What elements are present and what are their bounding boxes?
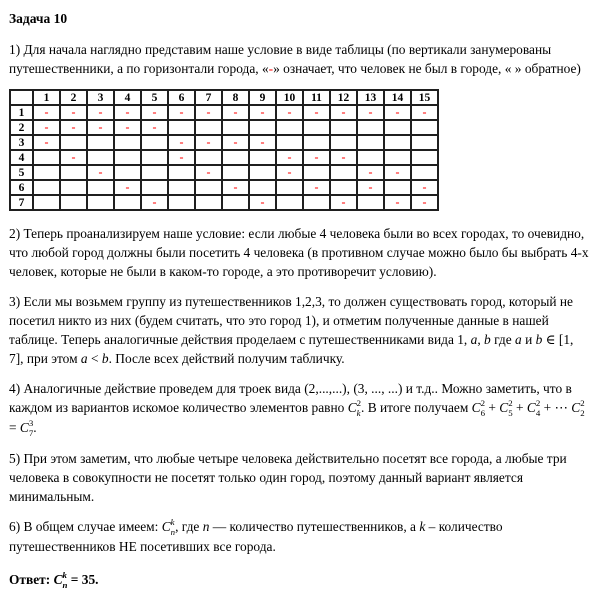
absence-dash: - [314, 180, 319, 194]
absence-dash: - [341, 150, 346, 164]
header-row [10, 90, 438, 105]
math-term [571, 398, 585, 418]
cell-7-15 [411, 195, 438, 210]
math-superscript: 2 [535, 398, 541, 409]
cell-5-7 [195, 165, 222, 180]
answer-value [53, 570, 99, 590]
row-header-4: 4 [10, 150, 33, 165]
cell-5-12 [330, 165, 357, 180]
cell-6-6 [168, 180, 195, 195]
table-row-3 [10, 135, 438, 150]
math-base: C [19, 419, 29, 435]
text-run: — количество путешественников, а [209, 518, 420, 534]
cell-1-7 [195, 105, 222, 120]
math-subscript: 4 [535, 407, 541, 418]
cell-2-8 [222, 120, 249, 135]
math-superscript: 2 [480, 398, 486, 409]
absence-dash: - [233, 105, 238, 119]
text-run: + ⋯ [540, 400, 572, 415]
cell-6-14 [384, 180, 411, 195]
cell-7-2 [60, 195, 87, 210]
answer-line [9, 570, 591, 590]
col-header-10: 10 [276, 90, 303, 105]
col-header-14: 14 [384, 90, 411, 105]
cell-4-6 [168, 150, 195, 165]
col-header-1: 1 [33, 90, 60, 105]
absence-dash: - [206, 165, 211, 179]
absence-dash: - [179, 135, 184, 149]
cell-5-14 [384, 165, 411, 180]
cell-7-8 [222, 195, 249, 210]
cell-2-3 [87, 120, 114, 135]
cell-2-12 [330, 120, 357, 135]
absence-dash: - [287, 105, 292, 119]
text-run: 3) Если мы возьмем группу из путешественников 1,2,3, то должен существовать город, который не посетил никто из них (будем считать, что это город 1), и отметим полученные данные в нашей таблице. Теперь аналогичные действия проделаем с путешественниками вида 1, [9, 294, 573, 347]
cell-4-1 [33, 150, 60, 165]
absence-dash: - [422, 180, 427, 194]
absence-dash: - [44, 105, 49, 119]
cell-1-2 [60, 105, 87, 120]
col-header-3: 3 [87, 90, 114, 105]
absence-dash: - [314, 150, 319, 164]
cell-1-9 [249, 105, 276, 120]
table-corner-cell [10, 90, 33, 105]
cell-5-5 [141, 165, 168, 180]
absence-dash: - [260, 135, 265, 149]
cell-4-10 [276, 150, 303, 165]
cell-1-5 [141, 105, 168, 120]
cell-2-14 [384, 120, 411, 135]
math-base: C [161, 518, 171, 534]
cell-5-4 [114, 165, 141, 180]
absence-dash: - [71, 105, 76, 119]
table-body [10, 105, 438, 210]
cell-7-7 [195, 195, 222, 210]
cell-1-12 [330, 105, 357, 120]
col-header-5: 5 [141, 90, 168, 105]
absence-dash: - [98, 105, 103, 119]
cell-3-13 [357, 135, 384, 150]
table-row-5 [10, 165, 438, 180]
absence-dash: - [233, 135, 238, 149]
absence-dash: - [125, 180, 130, 194]
cell-5-8 [222, 165, 249, 180]
cell-3-2 [60, 135, 87, 150]
math-superscript: k [170, 517, 175, 528]
table-header [10, 90, 438, 105]
math-base: C [526, 400, 536, 415]
col-header-4: 4 [114, 90, 141, 105]
cell-5-10 [276, 165, 303, 180]
math-base: C [571, 400, 581, 415]
cell-3-3 [87, 135, 114, 150]
math-variable: n [202, 518, 210, 534]
cell-1-6 [168, 105, 195, 120]
math-variable: a [515, 332, 522, 347]
paragraph-5 [9, 449, 591, 506]
table-row-7 [10, 195, 438, 210]
math-variable: b [101, 351, 109, 366]
absence-dash: - [152, 120, 157, 134]
cell-2-2 [60, 120, 87, 135]
cell-3-5 [141, 135, 168, 150]
text-run: < [87, 351, 102, 366]
cell-5-6 [168, 165, 195, 180]
math-superscript: k [62, 570, 67, 581]
cell-2-15 [411, 120, 438, 135]
math-variable: b [484, 332, 491, 347]
cell-4-4 [114, 150, 141, 165]
text-run: и [521, 332, 536, 347]
row-header-2: 2 [10, 120, 33, 135]
cell-2-6 [168, 120, 195, 135]
absence-dash: - [98, 120, 103, 134]
absence-dash: - [422, 195, 427, 209]
col-header-7: 7 [195, 90, 222, 105]
absence-dash: - [233, 180, 238, 194]
cell-4-15 [411, 150, 438, 165]
cell-4-8 [222, 150, 249, 165]
red-dash-symbol: - [268, 61, 274, 76]
cell-6-10 [276, 180, 303, 195]
col-header-8: 8 [222, 90, 249, 105]
cell-5-11 [303, 165, 330, 180]
cell-6-4 [114, 180, 141, 195]
math-base: C [53, 571, 63, 587]
math-term [19, 418, 34, 438]
cell-7-3 [87, 195, 114, 210]
cell-6-8 [222, 180, 249, 195]
math-superscript: 2 [580, 398, 585, 409]
cell-5-15 [411, 165, 438, 180]
paragraph-4 [9, 379, 591, 438]
math-subscript: 5 [508, 407, 513, 418]
absence-dash: - [71, 120, 76, 134]
cell-1-14 [384, 105, 411, 120]
cell-4-9 [249, 150, 276, 165]
text-run: 5) При этом заметим, что любые четыре человека действительно посетят все города, а любые три человека в совокупности не посетят только один город, поэтому данный вариант является минимальным. [9, 450, 567, 504]
cell-4-5 [141, 150, 168, 165]
row-header-1: 1 [10, 105, 33, 120]
text-run: » означает, что человек не был в городе, « » обратное) [273, 61, 581, 76]
table-row-4 [10, 150, 438, 165]
cell-2-11 [303, 120, 330, 135]
absence-dash: - [395, 195, 400, 209]
cell-6-11 [303, 180, 330, 195]
math-subscript: 2 [580, 407, 585, 418]
math-subscript: 7 [28, 427, 34, 438]
cell-2-1 [33, 120, 60, 135]
cell-7-1 [33, 195, 60, 210]
cell-3-14 [384, 135, 411, 150]
cell-6-7 [195, 180, 222, 195]
page-title: Задача 10 [9, 11, 68, 26]
cell-7-10 [276, 195, 303, 210]
cell-7-11 [303, 195, 330, 210]
cell-4-3 [87, 150, 114, 165]
cell-5-1 [33, 165, 60, 180]
text-run: + [512, 400, 527, 415]
absence-dash: - [422, 105, 427, 119]
cell-3-6 [168, 135, 195, 150]
cell-2-4 [114, 120, 141, 135]
col-header-12: 12 [330, 90, 357, 105]
cell-6-15 [411, 180, 438, 195]
absence-dash: - [368, 180, 373, 194]
math-subscript: n [62, 579, 68, 590]
absence-dash: - [287, 150, 292, 164]
cell-5-2 [60, 165, 87, 180]
absence-dash: - [287, 165, 292, 179]
text-run: . [33, 419, 37, 435]
cell-6-9 [249, 180, 276, 195]
absence-dash: - [125, 105, 130, 119]
cell-7-14 [384, 195, 411, 210]
text-run: + [485, 400, 500, 415]
cell-7-5 [141, 195, 168, 210]
cell-3-7 [195, 135, 222, 150]
text-run: ∈ [1, 7], при этом [9, 332, 574, 366]
row-header-5: 5 [10, 165, 33, 180]
cell-1-13 [357, 105, 384, 120]
absence-dash: - [341, 105, 346, 119]
math-subscript: n [170, 526, 176, 537]
cell-7-6 [168, 195, 195, 210]
math-superscript: 2 [508, 398, 513, 409]
text-run: 2) Теперь проанализируем наше условие: если любые 4 человека были во всех городах, то очевидно, что любой город должны были посетить 4 человека (в противном случае можно было бы выбрать 4-х человек, которые не были в каком-то городе, а это противоречит условию). [9, 226, 589, 279]
cell-4-14 [384, 150, 411, 165]
travelers-cities-table [9, 89, 439, 211]
cell-4-11 [303, 150, 330, 165]
absence-dash: - [179, 105, 184, 119]
math-variable: a [80, 351, 88, 366]
paragraph-2 [9, 224, 591, 281]
col-header-13: 13 [357, 90, 384, 105]
math-variable: k [419, 518, 426, 534]
paragraph-3 [9, 292, 591, 368]
math-term [471, 398, 486, 418]
col-header-11: 11 [303, 90, 330, 105]
paragraph-1 [9, 40, 591, 78]
cell-7-12 [330, 195, 357, 210]
absence-dash: - [260, 195, 265, 209]
absence-dash: - [314, 105, 319, 119]
cell-4-13 [357, 150, 384, 165]
cell-1-4 [114, 105, 141, 120]
math-term [53, 570, 68, 590]
cell-3-10 [276, 135, 303, 150]
cell-6-13 [357, 180, 384, 195]
math-subscript: k [356, 407, 361, 418]
col-header-6: 6 [168, 90, 195, 105]
absence-dash: - [44, 120, 49, 134]
answer-label: Ответ: [9, 571, 54, 587]
cell-1-11 [303, 105, 330, 120]
math-term [526, 398, 541, 418]
math-term [347, 398, 362, 418]
cell-2-9 [249, 120, 276, 135]
math-subscript: 6 [480, 407, 486, 418]
text-run: 4) Аналогичные действие проведем для троек вида (2,...,...), (3, ..., ...) и т.д.. Можно заметить, что в каждом из вариантов искомое количество элементов равно [9, 381, 572, 415]
col-header-9: 9 [249, 90, 276, 105]
text-run: = 35. [67, 571, 99, 587]
text-run: 1) Для начала наглядно представим наше условие в виде таблицы (по вертикали занумерованы путешественники, а по горизонтали города, « [9, 42, 552, 76]
math-superscript: 2 [356, 398, 362, 409]
cell-4-7 [195, 150, 222, 165]
cell-6-12 [330, 180, 357, 195]
absence-dash: - [395, 165, 400, 179]
table-row-6 [10, 180, 438, 195]
text-run: где [490, 332, 516, 347]
cell-4-2 [60, 150, 87, 165]
text-run: . После всех действий получим табличку. [108, 351, 345, 366]
cell-1-1 [33, 105, 60, 120]
math-base: C [471, 400, 481, 415]
cell-3-12 [330, 135, 357, 150]
cell-3-8 [222, 135, 249, 150]
text-run: , где [175, 518, 203, 534]
col-header-15: 15 [411, 90, 438, 105]
col-header-2: 2 [60, 90, 87, 105]
table-row-2 [10, 120, 438, 135]
absence-dash: - [98, 165, 103, 179]
cell-3-9 [249, 135, 276, 150]
paragraph-6 [9, 517, 591, 556]
absence-dash: - [152, 105, 157, 119]
cell-2-5 [141, 120, 168, 135]
row-header-7: 7 [10, 195, 33, 210]
absence-dash: - [179, 150, 184, 164]
row-header-3: 3 [10, 135, 33, 150]
cell-6-3 [87, 180, 114, 195]
absence-dash: - [368, 105, 373, 119]
cell-2-7 [195, 120, 222, 135]
math-supsub [580, 399, 584, 418]
text-run: = [9, 419, 20, 435]
cell-7-13 [357, 195, 384, 210]
absence-dash: - [206, 105, 211, 119]
absence-dash: - [260, 105, 265, 119]
math-variable: b [535, 332, 543, 347]
cell-5-3 [87, 165, 114, 180]
cell-1-8 [222, 105, 249, 120]
math-variable: a [470, 332, 478, 347]
table-row-1 [10, 105, 438, 120]
cell-1-15 [411, 105, 438, 120]
text-run: 6) В общем случае имеем: [9, 518, 162, 534]
absence-dash: - [152, 195, 157, 209]
cell-2-10 [276, 120, 303, 135]
absence-dash: - [395, 105, 400, 119]
cell-7-9 [249, 195, 276, 210]
cell-6-5 [141, 180, 168, 195]
cell-4-12 [330, 150, 357, 165]
math-term [161, 517, 176, 537]
absence-dash: - [44, 135, 49, 149]
math-term [499, 398, 513, 418]
text-run: – количество путешественников НЕ посетивших все города. [9, 518, 503, 554]
cell-3-4 [114, 135, 141, 150]
cell-2-13 [357, 120, 384, 135]
cell-6-2 [60, 180, 87, 195]
absence-dash: - [368, 165, 373, 179]
cell-5-13 [357, 165, 384, 180]
absence-dash: - [125, 120, 130, 134]
math-base: C [347, 400, 357, 415]
absence-dash: - [341, 195, 346, 209]
cell-1-3 [87, 105, 114, 120]
cell-5-9 [249, 165, 276, 180]
absence-dash: - [71, 150, 76, 164]
cell-6-1 [33, 180, 60, 195]
row-header-6: 6 [10, 180, 33, 195]
cell-3-11 [303, 135, 330, 150]
math-superscript: 3 [28, 418, 34, 429]
cell-7-4 [114, 195, 141, 210]
absence-dash: - [206, 135, 211, 149]
text-run: . В итоге получаем [361, 400, 472, 415]
text-run: , [477, 332, 485, 347]
cell-3-15 [411, 135, 438, 150]
math-base: C [499, 400, 509, 415]
cell-1-10 [276, 105, 303, 120]
cell-3-1 [33, 135, 60, 150]
